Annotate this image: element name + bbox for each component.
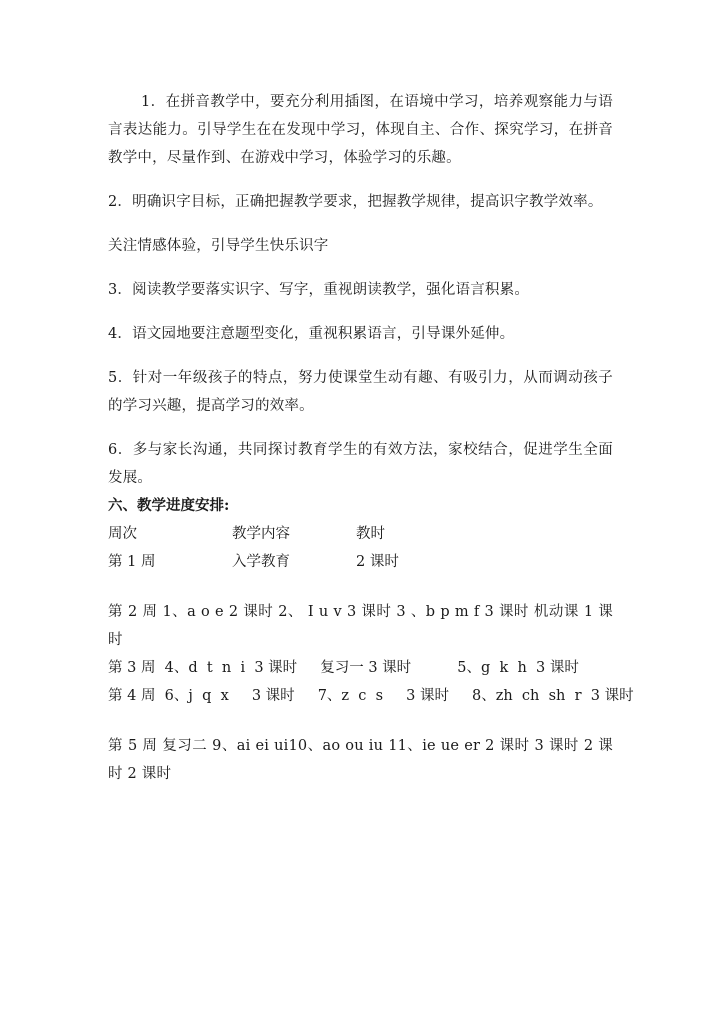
- document-page: [108, 88, 634, 788]
- paragraph-reading-teaching: 3．阅读教学要落实识字、写字，重视朗读教学，强化语言积累。: [108, 282, 530, 298]
- paragraph-parent-communication: 6．多与家长沟通，共同探讨教育学生的有效方法，家校结合，促进学生全面发展。: [108, 442, 613, 486]
- schedule-row-week-5: 第 5 周 复习二 9、ai ei ui10、ao ou iu 11、ie ue er 2 课时 3 课时 2 课时 2 课时: [108, 738, 613, 782]
- schedule-row-week-3: 第 3 周 4、d t n i 3 课时 复习一 3 课时 5、g k h 3 课时: [108, 660, 579, 676]
- schedule-row-week-4: 第 4 周 6、j q x 3 课时 7、z c s 3 课时 8、zh ch sh r 3 课时: [108, 688, 634, 704]
- schedule-week-1-label: 第 1 周: [108, 554, 156, 570]
- schedule-week-1-hours: 2 课时: [356, 554, 399, 570]
- schedule-header-week: 周次: [108, 526, 137, 542]
- paragraph-emotional-experience: 关注情感体验，引导学生快乐识字: [108, 238, 329, 254]
- paragraph-language-garden: 4．语文园地要注意题型变化，重视积累语言，引导课外延伸。: [108, 326, 515, 342]
- schedule-row-week-2: 第 2 周 1、a o e 2 课时 2、 I u v 3 课时 3 、b p m f 3 课时 机动课 1 课时: [108, 604, 613, 648]
- paragraph-first-grade-traits: 5．针对一年级孩子的特点，努力使课堂生动有趣、有吸引力，从而调动孩子的学习兴趣，提高学习的效率。: [108, 370, 613, 414]
- section-heading-schedule: 六、教学进度安排:: [108, 497, 230, 514]
- paragraph-pinyin-teaching: 1．在拼音教学中，要充分利用插图，在语境中学习，培养观察能力与语言表达能力。引导学生在在发现中学习，体现自主、合作、探究学习，在拼音教学中，尽量作到、在游戏中学习，体验学习的乐趣。: [108, 94, 613, 166]
- schedule-week-1-content: 入学教育: [232, 554, 290, 570]
- schedule-header-content: 教学内容: [232, 526, 290, 542]
- schedule-header-row: [108, 520, 613, 548]
- schedule-row-week-1: [108, 548, 613, 576]
- schedule-header-hours: 教时: [356, 526, 385, 542]
- paragraph-literacy-goals: 2．明确识字目标，正确把握教学要求，把握教学规律，提高识字教学效率。: [108, 194, 603, 210]
